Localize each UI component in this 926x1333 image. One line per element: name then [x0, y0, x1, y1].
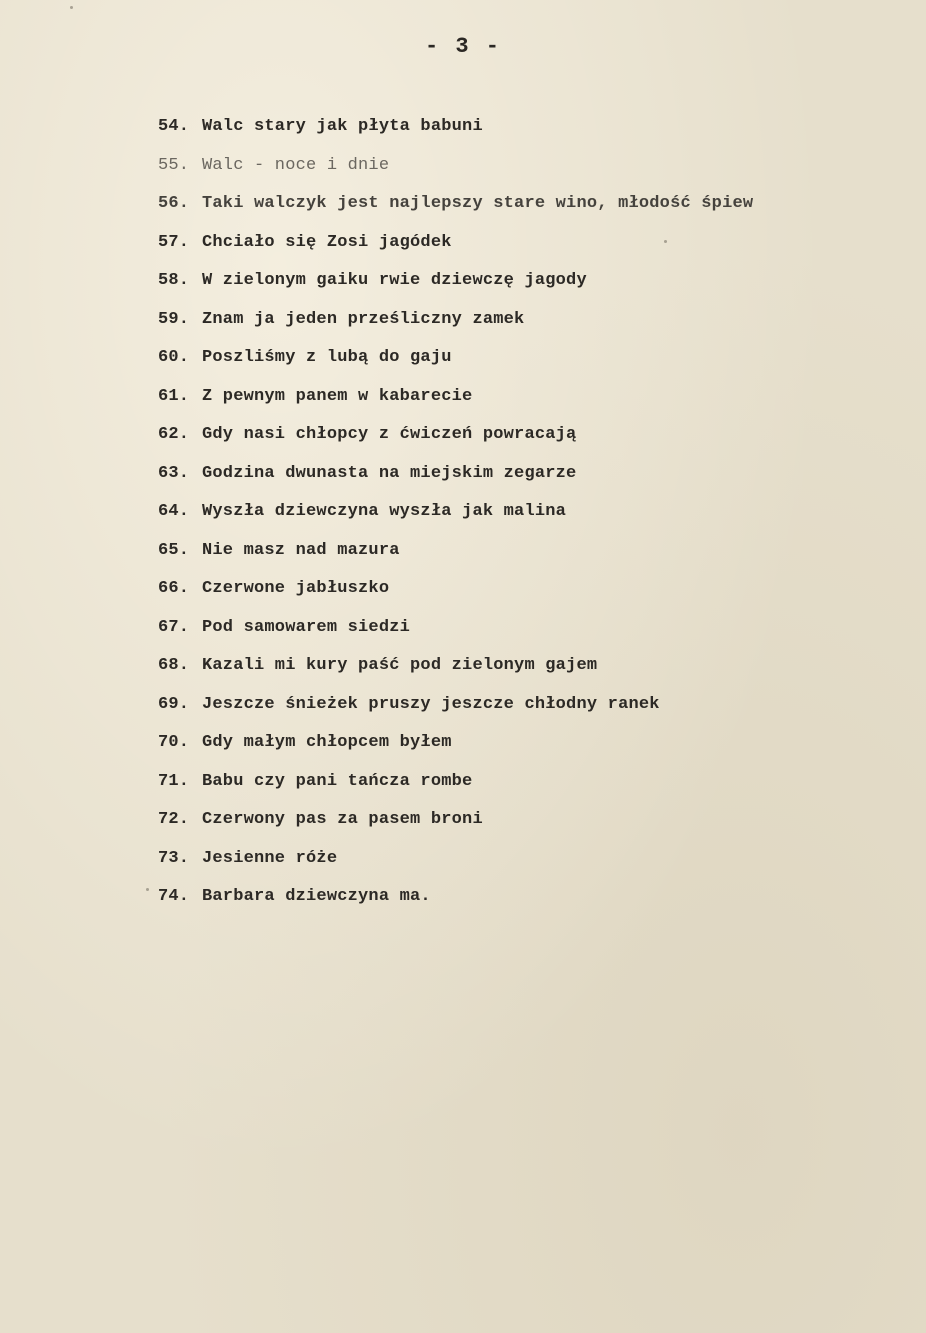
item-title: Barbara dziewczyna ma. [202, 887, 431, 906]
item-number: 63. [158, 463, 190, 483]
list-item [158, 692, 886, 731]
item-number: 61. [158, 386, 190, 406]
list-item [158, 230, 886, 269]
item-title: Gdy małym chłopcem byłem [202, 733, 452, 752]
item-title: Poszliśmy z lubą do gaju [202, 348, 452, 367]
item-title: Walc stary jak płyta babuni [202, 117, 483, 136]
list-item [158, 730, 886, 769]
page-number: - 3 - [424, 34, 501, 59]
paper-speck [664, 240, 667, 243]
list-item [158, 846, 886, 885]
item-title: Nie masz nad mazura [202, 540, 400, 560]
item-title: W zielonym gaiku rwie dziewczę jagody [202, 271, 587, 290]
item-number: 66. [158, 579, 190, 598]
item-title: Taki walczyk jest najlepszy stare wino, młodość śpiew [202, 194, 754, 213]
item-number: 59. [158, 309, 190, 329]
list-item [158, 499, 886, 538]
item-number: 64. [158, 502, 190, 521]
item-number: 69. [158, 694, 190, 714]
item-title: Pod samowarem siedzi [202, 617, 411, 637]
list-item [158, 307, 886, 346]
item-title: Chciało się Zosi jagódek [202, 232, 452, 252]
paper-speck [70, 6, 73, 9]
list-item [158, 384, 886, 423]
item-title: Kazali mi kury paść pod zielonym gajem [202, 656, 598, 675]
item-title: Walc - noce i dnie [202, 155, 390, 175]
item-number: 74. [158, 887, 190, 906]
paper-speck [146, 888, 149, 891]
list-item [158, 345, 886, 384]
song-list [158, 114, 886, 923]
list-item [158, 807, 886, 846]
item-number: 68. [158, 656, 190, 675]
item-number: 58. [158, 271, 190, 290]
item-title: Jesienne róże [202, 848, 338, 868]
item-title: Babu czy pani tańcza rombe [202, 771, 473, 791]
item-title: Godzina dwunasta na miejskim zegarze [202, 463, 577, 483]
list-item [158, 153, 886, 192]
list-item [158, 268, 886, 307]
item-number: 57. [158, 232, 190, 252]
list-item [158, 461, 886, 500]
list-item [158, 191, 886, 230]
list-item [158, 769, 886, 808]
item-number: 56. [158, 194, 190, 213]
item-title: Czerwone jabłuszko [202, 579, 390, 598]
list-item [158, 615, 886, 654]
list-item [158, 576, 886, 615]
item-title: Czerwony pas za pasem broni [202, 810, 483, 829]
item-number: 55. [158, 155, 190, 175]
item-number: 62. [158, 425, 190, 444]
item-number: 71. [158, 771, 190, 791]
item-number: 67. [158, 617, 190, 637]
item-title: Wyszła dziewczyna wyszła jak malina [202, 502, 567, 521]
item-number: 54. [158, 117, 190, 136]
list-item [158, 653, 886, 692]
list-item [158, 114, 886, 153]
item-title: Z pewnym panem w kabarecie [202, 386, 473, 406]
list-item [158, 538, 886, 577]
item-title: Znam ja jeden prześliczny zamek [202, 309, 525, 329]
list-item [158, 422, 886, 461]
item-number: 73. [158, 848, 190, 868]
item-number: 72. [158, 810, 190, 829]
item-number: 65. [158, 540, 190, 560]
item-number: 70. [158, 733, 190, 752]
item-title: Gdy nasi chłopcy z ćwiczeń powracają [202, 425, 577, 444]
item-title: Jeszcze śnieżek pruszy jeszcze chłodny ranek [202, 694, 660, 714]
list-item [158, 884, 886, 923]
item-number: 60. [158, 348, 190, 367]
